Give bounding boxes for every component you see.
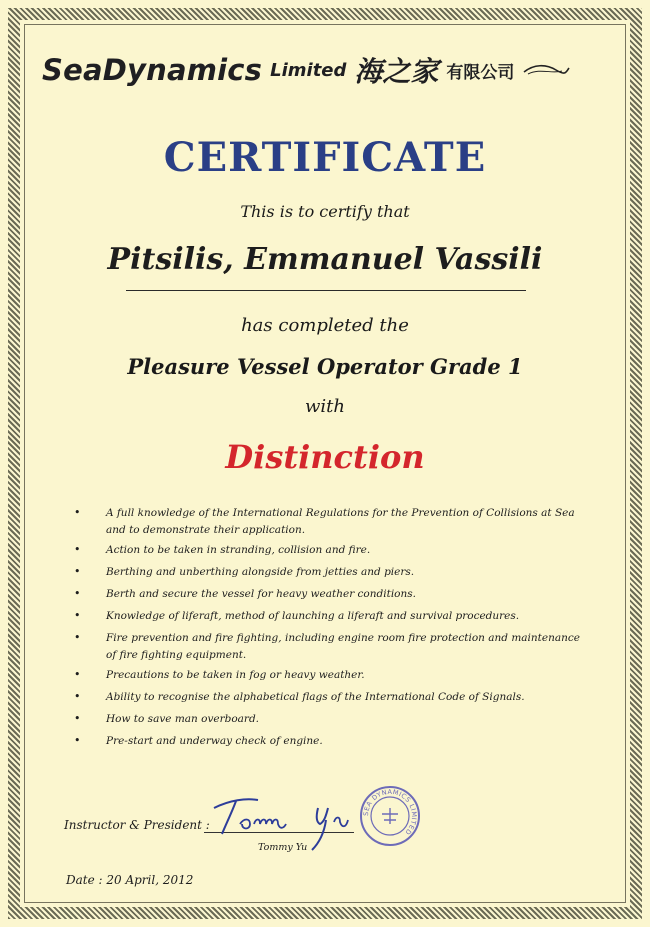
list-item bbox=[70, 708, 590, 730]
list-item bbox=[70, 583, 590, 605]
bullet-icon: • bbox=[74, 712, 81, 725]
list-item bbox=[70, 605, 590, 627]
bullet-icon: • bbox=[74, 543, 81, 556]
bullet-icon: • bbox=[74, 587, 81, 600]
list-item-text: Ability to recognise the alphabetical flags of the International Code of Signals. bbox=[106, 691, 525, 703]
brand-chinese-suffix: 有限公司 bbox=[446, 62, 515, 83]
course-name: Pleasure Vessel Operator Grade 1 bbox=[127, 354, 523, 379]
list-item bbox=[70, 664, 590, 686]
list-item bbox=[70, 627, 590, 664]
bullet-icon: • bbox=[74, 631, 81, 644]
swoosh-logo-icon bbox=[522, 62, 570, 78]
list-item-text-continued: and to demonstrate their application. bbox=[106, 524, 306, 536]
list-item bbox=[70, 686, 590, 708]
certificate-title: CERTIFICATE bbox=[163, 134, 487, 181]
list-item bbox=[70, 539, 590, 561]
brand-suffix: Limited bbox=[270, 59, 347, 81]
list-item-text: Berthing and unberthing alongside from jetties and piers. bbox=[106, 566, 415, 578]
distinction-grade: Distinction bbox=[225, 438, 425, 476]
brand-name: SeaDynamics bbox=[42, 53, 263, 87]
list-item-text: How to save man overboard. bbox=[106, 713, 259, 725]
bullet-icon: • bbox=[74, 734, 81, 747]
list-item-text: Berth and secure the vessel for heavy weather conditions. bbox=[106, 588, 416, 600]
certify-line: This is to certify that bbox=[240, 202, 410, 221]
instructor-label: Instructor & President : bbox=[64, 818, 210, 832]
company-header bbox=[42, 52, 622, 88]
name-underline bbox=[126, 290, 526, 291]
company-seal-stamp bbox=[358, 784, 422, 848]
competency-list bbox=[70, 502, 590, 752]
list-item bbox=[70, 561, 590, 583]
signatory-name: Tommy Yu bbox=[258, 842, 308, 853]
completed-line: has completed the bbox=[241, 315, 409, 336]
list-item-text-continued: of fire fighting equipment. bbox=[106, 649, 247, 661]
list-item bbox=[70, 502, 590, 539]
with-line: with bbox=[305, 396, 345, 417]
bullet-icon: • bbox=[74, 609, 81, 622]
list-item-text: Knowledge of liferaft, method of launching a liferaft and survival procedures. bbox=[106, 610, 520, 622]
bullet-icon: • bbox=[74, 668, 81, 681]
list-item-text: Precautions to be taken in fog or heavy weather. bbox=[106, 669, 365, 681]
brand-chinese-name: 海之家 bbox=[354, 55, 439, 88]
list-item-text: Pre-start and underway check of engine. bbox=[106, 735, 323, 747]
list-item-text: A full knowledge of the International Regulations for the Prevention of Collisions at Sea bbox=[106, 507, 575, 519]
bullet-icon: • bbox=[74, 565, 81, 578]
issue-date: Date : 20 April, 2012 bbox=[66, 873, 194, 887]
list-item-text: Action to be taken in stranding, collision and fire. bbox=[106, 544, 371, 556]
list-item bbox=[70, 730, 590, 752]
bullet-icon: • bbox=[74, 690, 81, 703]
svg-text:SEA DYNAMICS LIMITED: SEA DYNAMICS LIMITED bbox=[361, 787, 419, 837]
recipient-name: Pitsilis, Emmanuel Vassili bbox=[107, 242, 543, 277]
list-item-text: Fire prevention and fire fighting, including engine room fire protection and maintenance bbox=[106, 632, 580, 644]
bullet-icon: • bbox=[74, 506, 81, 519]
